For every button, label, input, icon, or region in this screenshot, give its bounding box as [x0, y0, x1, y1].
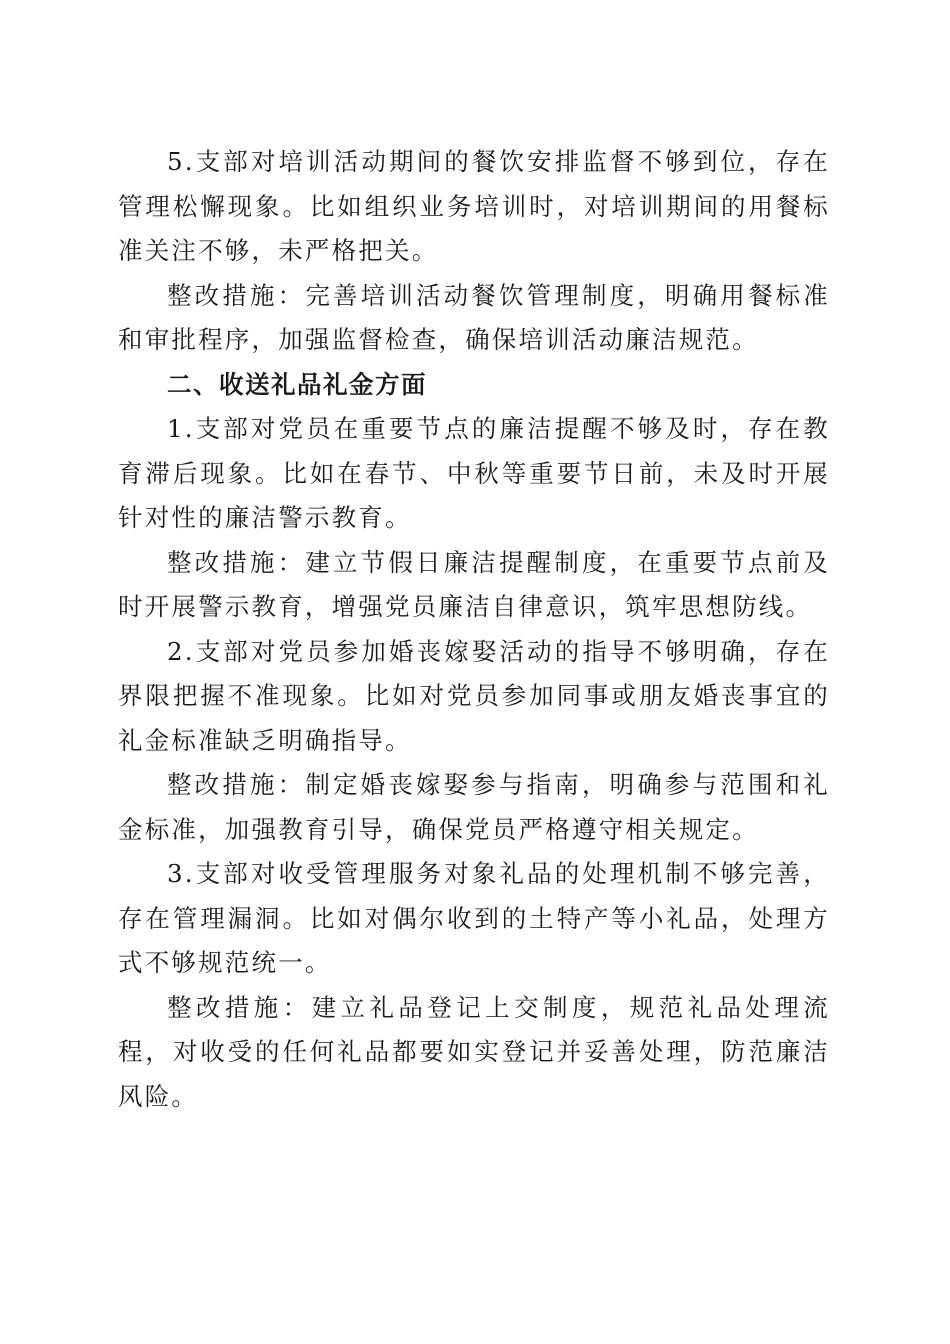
paragraph-rectification-measure: 整改措施：建立节假日廉洁提醒制度，在重要节点前及时开展警示教育，增强党员廉洁自律意识，筑牢思想防线。 — [118, 547, 830, 621]
paragraph-item-1: 1.支部对党员在重要节点的廉洁提醒不够及时，存在教育滞后现象。比如在春节、中秋等重要节日前，未及时开展针对性的廉洁警示教育。 — [118, 414, 830, 532]
paragraph-item-2: 2.支部对党员参加婚丧嫁娶活动的指导不够明确，存在界限把握不准现象。比如对党员参加同事或朋友婚丧事宜的礼金标准缺乏明确指导。 — [118, 636, 830, 755]
paragraph-rectification-measure: 整改措施：制定婚丧嫁娶参与指南，明确参与范围和礼金标准，加强教育引导，确保党员严格遵守相关规定。 — [118, 770, 830, 844]
paragraph-item-5: 5.支部对培训活动期间的餐饮安排监督不够到位，存在管理松懈现象。比如组织业务培训时，对培训期间的用餐标准关注不够，未严格把关。 — [118, 147, 830, 265]
section-heading: 二、收送礼品礼金方面 — [167, 369, 427, 399]
paragraph-item-3: 3.支部对收受管理服务对象礼品的处理机制不够完善，存在管理漏洞。比如对偶尔收到的土特产等小礼品，处理方式不够规范统一。 — [118, 859, 830, 977]
paragraph-rectification-measure: 整改措施：建立礼品登记上交制度，规范礼品处理流程，对收受的任何礼品都要如实登记并妥善处理，防范廉洁风险。 — [118, 992, 830, 1111]
document-body — [118, 140, 830, 1119]
paragraph-rectification-measure: 整改措施：完善培训活动餐饮管理制度，明确用餐标准和审批程序，加强监督检查，确保培训活动廉洁规范。 — [118, 280, 830, 354]
